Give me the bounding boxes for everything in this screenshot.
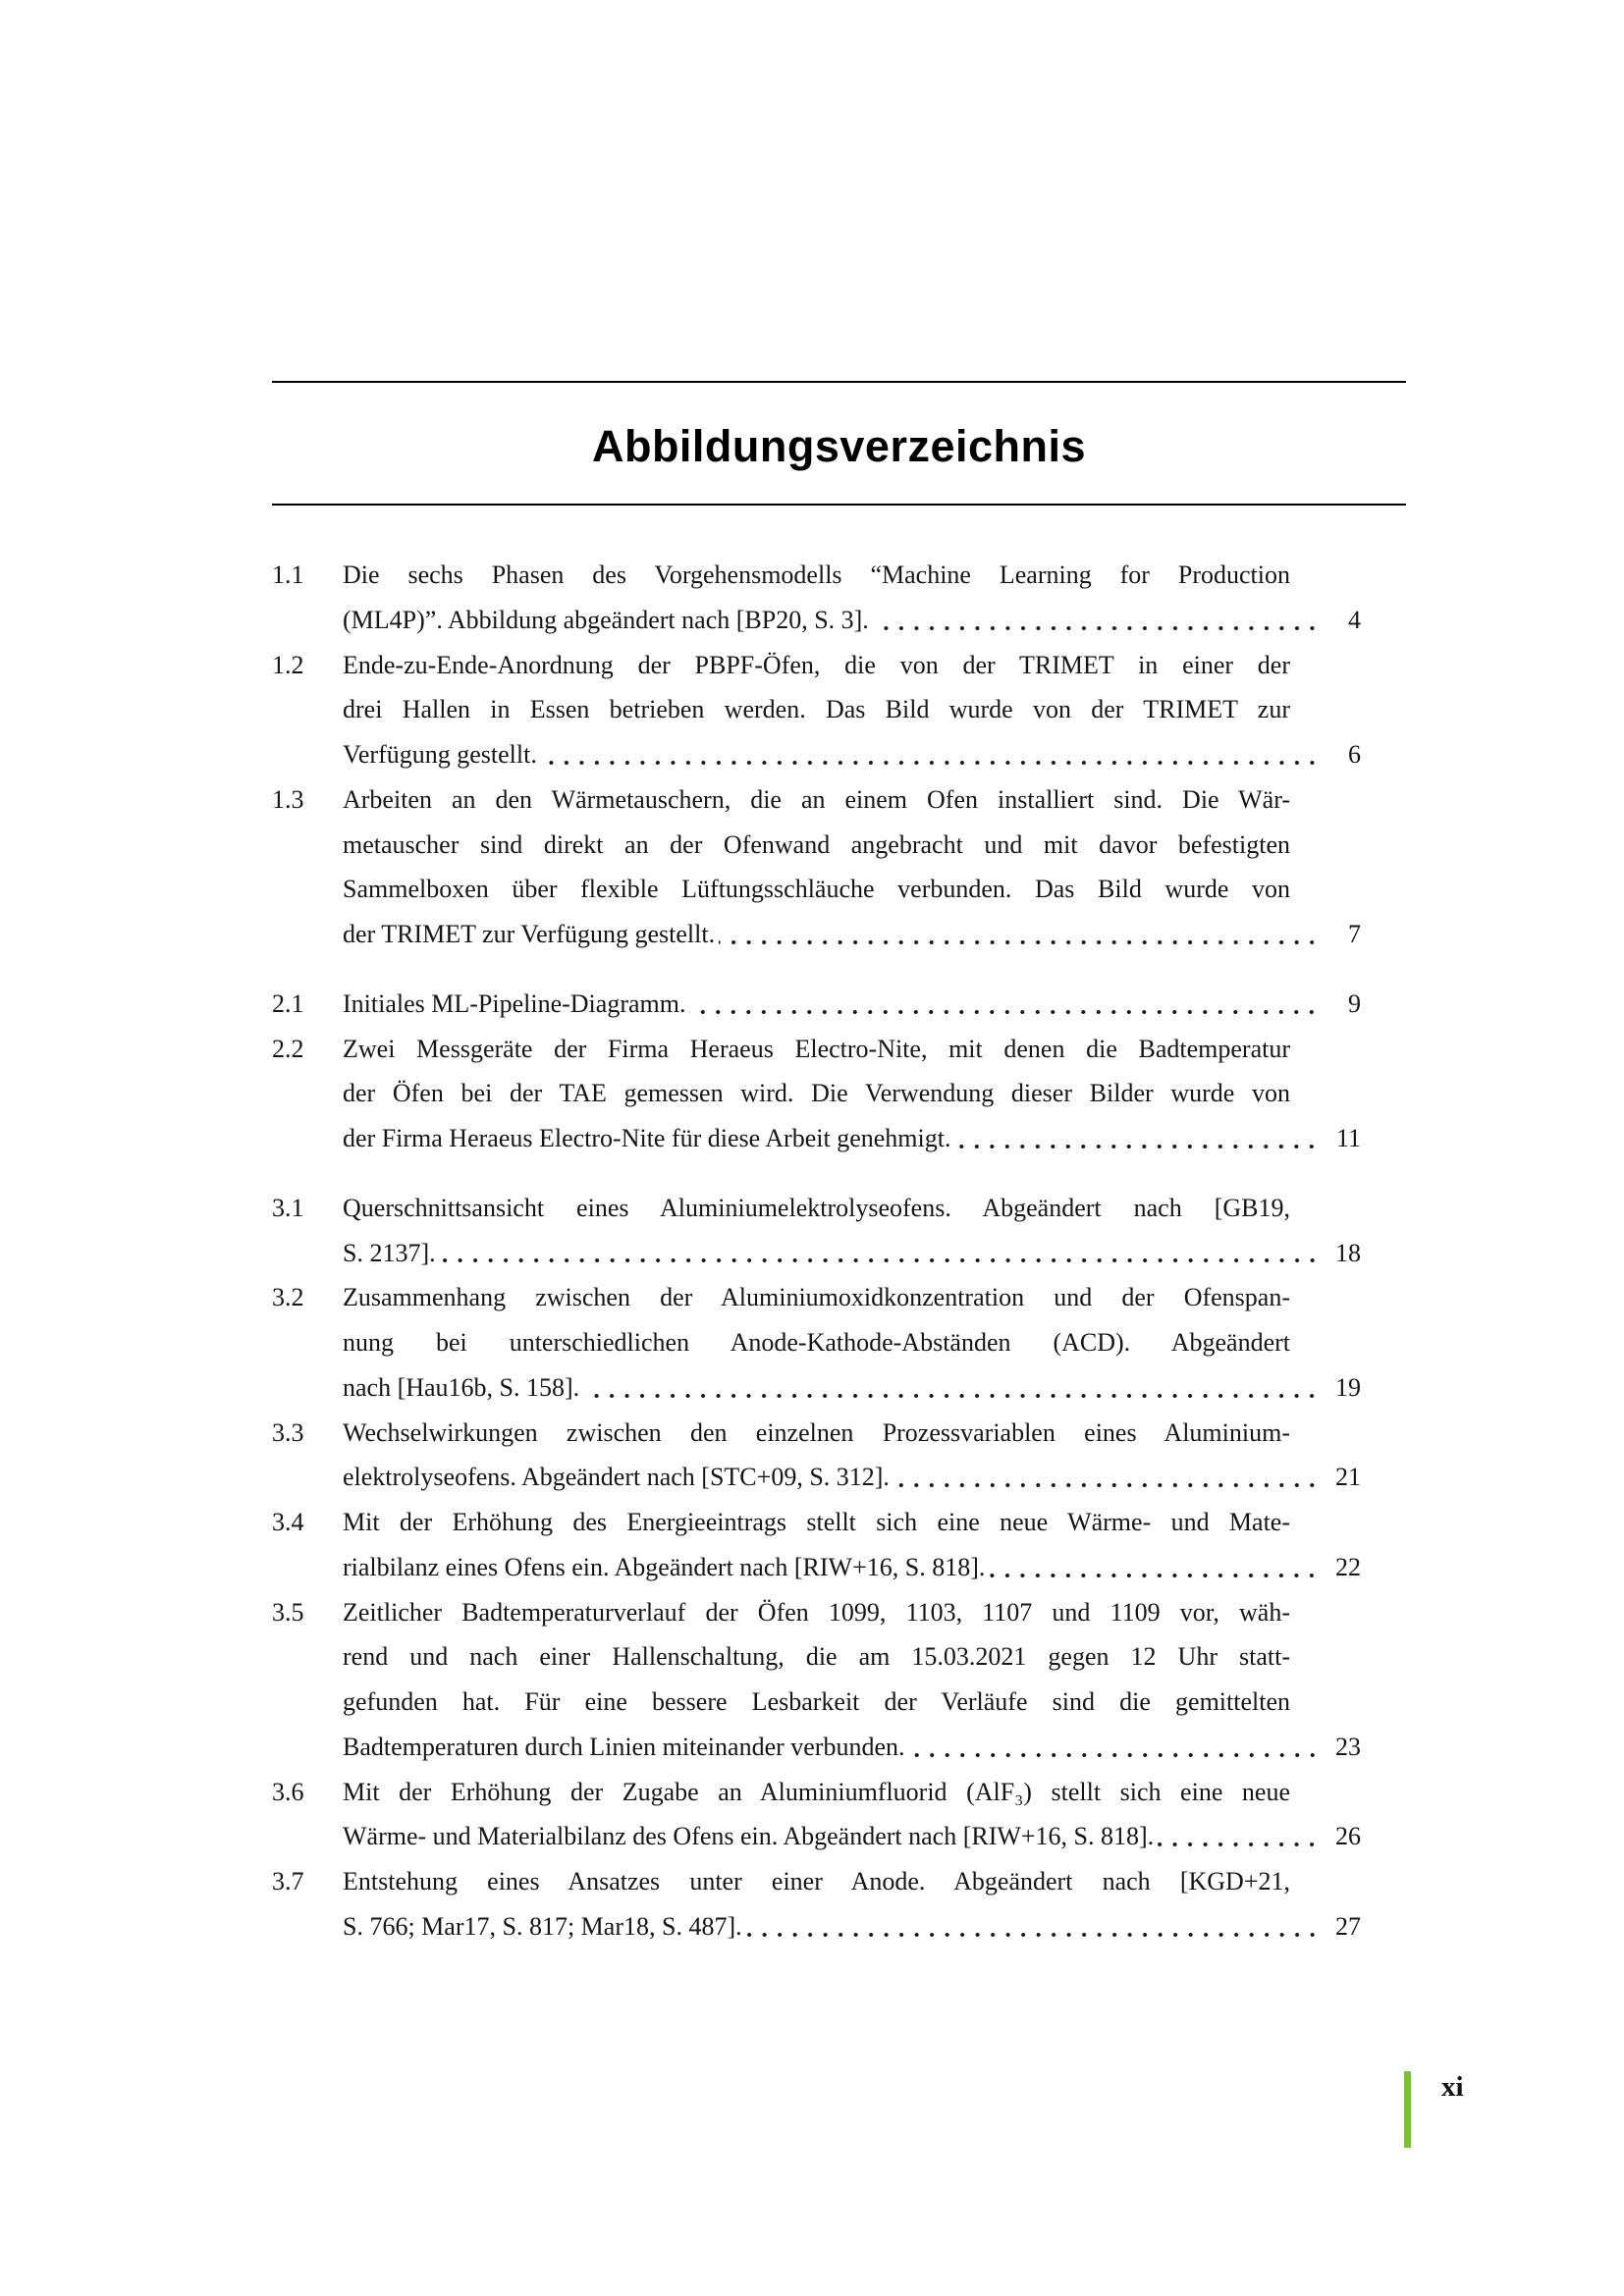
page-ref: 22 xyxy=(1335,1552,1361,1581)
caption-line-text: Verfügung gestellt. xyxy=(343,740,537,769)
caption-line xyxy=(343,1455,1361,1500)
figure-entry xyxy=(272,982,1406,1027)
page-ref: 4 xyxy=(1348,605,1361,634)
dot-leader xyxy=(440,1231,1320,1276)
caption-line: Arbeiten an den Wärmetauschern, die an einem Ofen installiert sind. Die Wär- xyxy=(343,784,1290,814)
figure-caption xyxy=(343,1770,1361,1860)
caption-line xyxy=(343,598,1361,643)
caption-line-text: Wärme- und Materialbilanz des Ofens ein. Abgeändert nach [RIW+16, S. 818]. xyxy=(343,1822,1155,1851)
figure-entry xyxy=(272,553,1406,643)
page-ref: 18 xyxy=(1335,1238,1361,1267)
caption-line: Mit der Erhöhung der Zugabe an Aluminiumfluorid (AlF₃) stellt sich eine neue xyxy=(343,1777,1290,1806)
page-ref: 27 xyxy=(1335,1911,1361,1941)
caption-line xyxy=(343,1116,1361,1161)
figure-number: 3.4 xyxy=(272,1508,304,1536)
caption-line: Zusammenhang zwischen der Aluminiumoxidkonzentration und der Ofenspan- xyxy=(343,1283,1290,1312)
dot-leader xyxy=(893,1455,1320,1500)
caption-line xyxy=(343,1904,1361,1949)
caption-line-text: rialbilanz eines Ofens ein. Abgeändert nach [RIW+16, S. 818]. xyxy=(343,1552,986,1581)
figure-entry xyxy=(272,1186,1406,1276)
caption-line xyxy=(343,1814,1361,1859)
caption-line xyxy=(343,1725,1361,1770)
figure-number: 3.7 xyxy=(272,1867,304,1896)
page-ref: 9 xyxy=(1348,988,1361,1018)
caption-line xyxy=(343,912,1361,957)
caption-line-text: S. 2137]. xyxy=(343,1238,436,1267)
caption-line xyxy=(343,982,1361,1027)
figure-entry xyxy=(272,777,1406,957)
figure-caption xyxy=(343,1186,1361,1276)
figure-number: 3.6 xyxy=(272,1777,304,1806)
caption-line: Wechselwirkungen zwischen den einzelnen Prozessvariablen eines Aluminium- xyxy=(343,1417,1290,1447)
figure-entry xyxy=(272,1027,1406,1161)
figure-entry xyxy=(272,1275,1406,1410)
figure-group xyxy=(272,553,1406,957)
dot-leader xyxy=(909,1725,1320,1770)
page-ref: 7 xyxy=(1348,920,1361,948)
dot-leader xyxy=(689,982,1320,1027)
caption-line-text: (ML4P)”. Abbildung abgeändert nach [BP20, S. 3]. xyxy=(343,605,869,634)
figure-number: 3.5 xyxy=(272,1597,304,1627)
figure-number: 1.3 xyxy=(272,784,304,814)
figure-number: 3.1 xyxy=(272,1193,304,1222)
caption-line: der Öfen bei der TAE gemessen wird. Die Verwendung dieser Bilder wurde von xyxy=(343,1079,1290,1108)
caption-line xyxy=(343,1545,1361,1590)
dot-leader xyxy=(719,912,1320,957)
page-title: Abbildungsverzeichnis xyxy=(591,420,1087,471)
figure-entry xyxy=(272,1500,1406,1590)
dot-leader xyxy=(954,1116,1320,1161)
footer-accent-bar xyxy=(1404,2071,1411,2148)
caption-line: Entstehung eines Ansatzes unter einer Anode. Abgeändert nach [KGD+21, xyxy=(343,1867,1290,1896)
dot-leader xyxy=(989,1545,1320,1590)
figure-caption xyxy=(343,1275,1361,1410)
figure-caption xyxy=(343,1859,1361,1949)
caption-line-text: elektrolyseofens. Abgeändert nach [STC+09, S. 312]. xyxy=(343,1463,890,1492)
figure-entry xyxy=(272,1411,1406,1501)
figure-group xyxy=(272,982,1406,1161)
caption-line-text: Initiales ML-Pipeline-Diagramm. xyxy=(343,988,686,1018)
figure-caption xyxy=(343,777,1361,957)
dot-leader xyxy=(1158,1814,1320,1859)
figure-entry xyxy=(272,1590,1406,1770)
page-ref: 6 xyxy=(1348,740,1361,769)
caption-line: Mit der Erhöhung des Energieeintrags stellt sich eine neue Wärme- und Mate- xyxy=(343,1508,1290,1536)
caption-line-text: der TRIMET zur Verfügung gestellt. xyxy=(343,920,716,948)
figure-number: 3.2 xyxy=(272,1283,304,1312)
figure-number: 2.2 xyxy=(272,1034,304,1063)
figure-number: 1.1 xyxy=(272,561,304,589)
caption-line: Die sechs Phasen des Vorgehensmodells “Machine Learning for Production xyxy=(343,561,1290,589)
dot-leader xyxy=(541,732,1320,777)
caption-line: Sammelboxen über flexible Lüftungsschläuche verbunden. Das Bild wurde von xyxy=(343,875,1290,904)
caption-line: drei Hallen in Essen betrieben werden. Das Bild wurde von der TRIMET zur xyxy=(343,695,1290,724)
figure-caption xyxy=(343,1590,1361,1770)
caption-line: nung bei unterschiedlichen Anode-Kathode-Abständen (ACD). Abgeändert xyxy=(343,1328,1290,1357)
caption-line: gefunden hat. Für eine bessere Lesbarkeit der Verläufe sind die gemittelten xyxy=(343,1687,1290,1716)
caption-line: rend und nach einer Hallenschaltung, die am 15.03.2021 gegen 12 Uhr statt- xyxy=(343,1642,1290,1672)
page-ref: 21 xyxy=(1335,1463,1361,1492)
figure-entry xyxy=(272,1770,1406,1860)
caption-line-text: S. 766; Mar17, S. 817; Mar18, S. 487]. xyxy=(343,1911,742,1941)
figure-number: 3.3 xyxy=(272,1417,304,1447)
figure-entry xyxy=(272,1859,1406,1949)
text-block xyxy=(272,0,1406,1949)
caption-line: Querschnittsansicht eines Aluminiumelektrolyseofens. Abgeändert nach [GB19, xyxy=(343,1193,1290,1222)
page-ref: 26 xyxy=(1335,1822,1361,1851)
caption-line xyxy=(343,1365,1361,1411)
caption-line xyxy=(343,1231,1361,1276)
figure-caption xyxy=(343,1027,1361,1161)
caption-line-text: nach [Hau16b, S. 158]. xyxy=(343,1372,580,1402)
page-ref: 11 xyxy=(1335,1124,1361,1152)
page-ref: 19 xyxy=(1335,1372,1361,1402)
figure-caption xyxy=(343,643,1361,777)
chapter-title-block xyxy=(272,381,1406,506)
caption-line: Ende-zu-Ende-Anordnung der PBPF-Öfen, die von der TRIMET in einer der xyxy=(343,650,1290,679)
figure-number: 1.2 xyxy=(272,650,304,679)
figure-caption xyxy=(343,982,1361,1027)
caption-line: Zwei Messgeräte der Firma Heraeus Electro-Nite, mit denen die Badtemperatur xyxy=(343,1034,1290,1063)
caption-line xyxy=(343,732,1361,777)
caption-line-text: Badtemperaturen durch Linien miteinander verbunden. xyxy=(343,1732,905,1761)
figure-number: 2.1 xyxy=(272,988,304,1018)
figure-group xyxy=(272,1186,1406,1949)
dot-leader xyxy=(583,1365,1320,1411)
dot-leader xyxy=(873,598,1320,643)
figure-list xyxy=(272,553,1406,1949)
figure-caption xyxy=(343,1500,1361,1590)
figure-caption xyxy=(343,1411,1361,1501)
dot-leader xyxy=(746,1904,1320,1949)
caption-line: Zeitlicher Badtemperaturverlauf der Öfen 1099, 1103, 1107 und 1109 vor, wäh- xyxy=(343,1597,1290,1627)
caption-line: metauscher sind direkt an der Ofenwand angebracht und mit davor befestigten xyxy=(343,829,1290,859)
page-ref: 23 xyxy=(1335,1732,1361,1761)
figure-entry xyxy=(272,643,1406,777)
caption-line-text: der Firma Heraeus Electro-Nite für diese Arbeit genehmigt. xyxy=(343,1124,951,1152)
figure-caption xyxy=(343,553,1361,643)
footer-page-number: xi xyxy=(1441,2071,1464,2103)
